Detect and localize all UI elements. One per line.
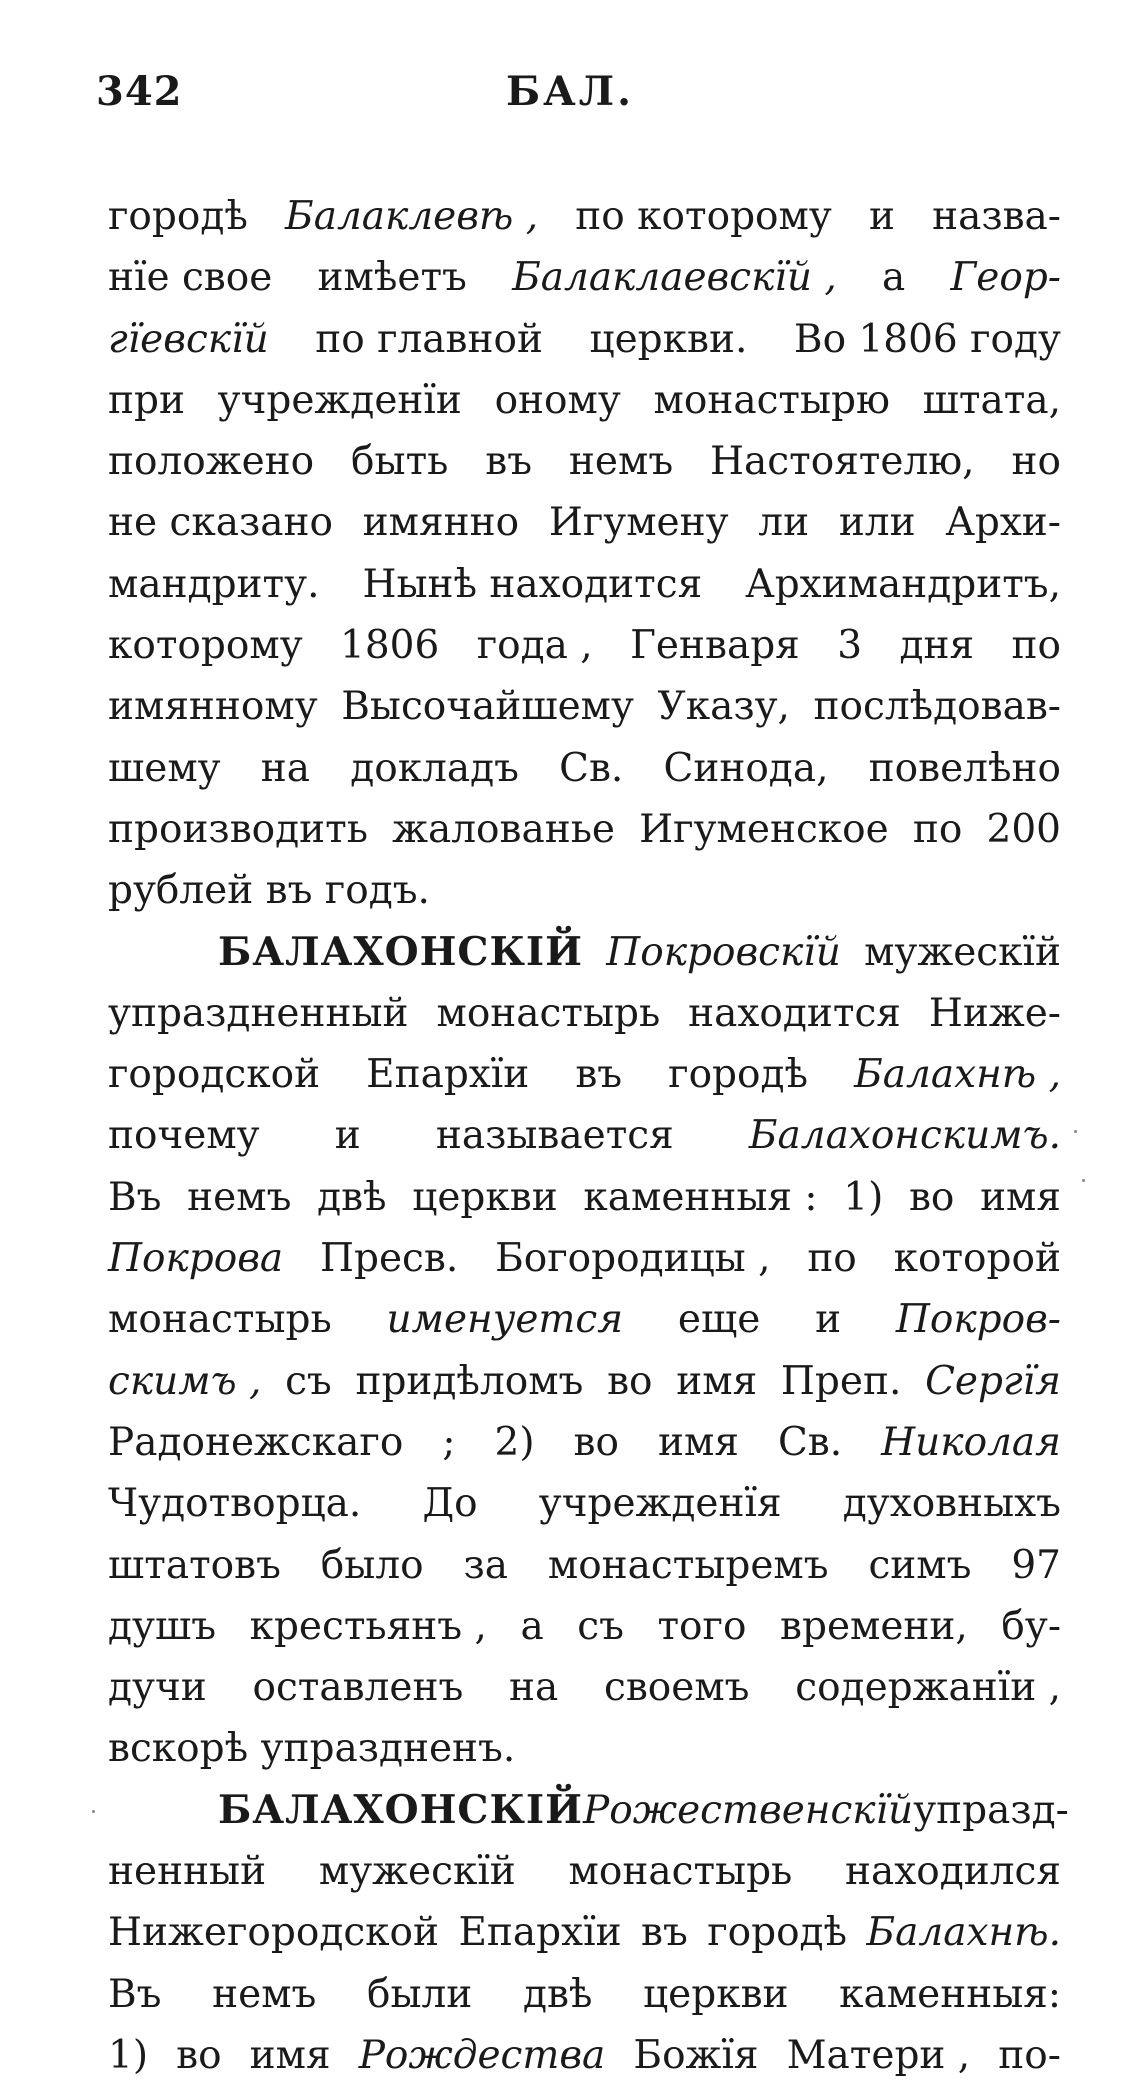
text-word: немъ (212, 1971, 317, 2017)
text-line (108, 492, 1061, 553)
text-word: До (422, 1481, 478, 1527)
text-word: учрежденїя (538, 1481, 782, 1527)
text-word: по (807, 1236, 857, 1282)
text-word: Игумену (548, 500, 729, 546)
text-word: Въ (108, 1971, 162, 2017)
text-word: докладъ (350, 745, 519, 791)
text-word: Синода, (663, 745, 829, 791)
text-word: церкви (643, 1971, 789, 2017)
text-word: на (509, 1665, 559, 1711)
text-word: городѣ (668, 1052, 809, 1098)
text-word: Св. (777, 1419, 843, 1465)
text-line (108, 1718, 1061, 1779)
text-word: штатовъ (108, 1542, 281, 1588)
text-word: Настоятелю, (710, 439, 975, 485)
text-word: съ (285, 1358, 332, 1404)
text-line (108, 1964, 1061, 2025)
text-word: монастырь (436, 990, 661, 1036)
text-word: во (573, 1419, 619, 1465)
text-word: 97 (1011, 1542, 1061, 1588)
body-text (108, 186, 1069, 2086)
text-word: быть (351, 439, 449, 485)
text-word: были (367, 1971, 473, 2017)
text-word: БАЛАХОНСКIЙ (218, 928, 584, 975)
text-word: Матери , (786, 2032, 971, 2078)
text-word: крестьянъ , (249, 1603, 487, 1649)
text-word: 2) (494, 1419, 535, 1465)
text-word: мужескїй (864, 929, 1061, 975)
text-word: двѣ (317, 1174, 387, 1220)
text-line (108, 1473, 1061, 1534)
text-line (108, 799, 1061, 860)
text-word: и (334, 1113, 361, 1159)
text-word: Чудотворца. (108, 1481, 362, 1527)
text-line (108, 431, 1061, 492)
text-word: по (912, 806, 963, 852)
text-word: еще (677, 1297, 761, 1343)
text-word: Радонежскаго (108, 1419, 404, 1465)
text-line (108, 615, 1061, 676)
page-number: 342 (96, 68, 183, 115)
text-word: времени, (780, 1603, 968, 1649)
text-word: Балаклаевскїй , (512, 255, 837, 301)
text-word: Высочайшему (341, 684, 634, 730)
text-line (108, 1780, 1069, 1841)
text-word: Епархїи (458, 1910, 622, 1956)
text-word: не сказано (108, 500, 333, 546)
text-line (108, 1412, 1061, 1473)
text-word: или (838, 500, 916, 546)
text-line (108, 1105, 1061, 1166)
text-word: мужескїй (318, 1849, 516, 1895)
text-word: въ (485, 439, 533, 485)
text-word: нїе свое (108, 255, 273, 301)
text-word: въ (575, 1052, 623, 1098)
text-word: Ниже- (928, 990, 1061, 1036)
text-word: учрежденїи (217, 377, 462, 423)
page-header (96, 68, 1044, 128)
text-word: Балахнѣ , (854, 1052, 1061, 1098)
text-word: духовныхъ (842, 1481, 1061, 1527)
text-word: Покрова (108, 1236, 284, 1282)
text-word: года , (476, 623, 593, 669)
text-word: а (881, 255, 906, 301)
text-word: положено (108, 439, 315, 485)
text-word: Геор- (950, 255, 1061, 301)
text-word: церкви (412, 1174, 558, 1220)
text-word: Архимандритъ, (745, 561, 1061, 607)
text-word: оному (494, 377, 621, 423)
text-word: Сергїя (925, 1358, 1061, 1404)
text-word: во (908, 1174, 955, 1220)
text-word: каменныя: (839, 1971, 1061, 2017)
text-word: находится (688, 990, 901, 1036)
text-word: которой (893, 1236, 1061, 1282)
text-word: съ (577, 1603, 624, 1649)
text-word: мандриту. (108, 561, 320, 607)
text-line (108, 247, 1061, 308)
text-word: того (657, 1603, 747, 1649)
text-word: послѣдовав- (813, 684, 1061, 730)
text-word: назва- (932, 194, 1061, 239)
text-line (108, 1044, 1061, 1105)
text-word: и (815, 1297, 842, 1343)
text-word: имя (658, 1419, 739, 1465)
text-word: имя (676, 1358, 758, 1404)
text-word: городѣ (707, 1910, 848, 1956)
text-line (108, 1535, 1061, 1596)
text-line (108, 1902, 1061, 1963)
text-line (108, 1228, 1061, 1289)
text-word: во (607, 1358, 653, 1404)
text-word: 200 (986, 806, 1061, 852)
text-word: Богородицы , (495, 1236, 771, 1282)
text-word: двѣ (522, 1971, 593, 2017)
text-word: 1806 (340, 623, 440, 669)
text-word: Св. (559, 745, 624, 791)
text-line (108, 554, 1061, 615)
text-word: и (868, 194, 895, 239)
running-title: БАЛ. (505, 68, 635, 115)
text-word: душъ (108, 1603, 217, 1649)
text-word: скимъ , (108, 1358, 262, 1404)
text-word: монастырь (108, 1297, 332, 1343)
text-word: городской (108, 1052, 321, 1098)
text-word: немъ (187, 1174, 292, 1220)
text-word: производить (108, 806, 368, 852)
text-word: монастырю (653, 377, 890, 423)
text-word: 1) (843, 1174, 884, 1220)
text-word: придѣломъ (355, 1358, 584, 1404)
text-word: ; (442, 1419, 456, 1465)
text-word: бу- (1001, 1603, 1061, 1649)
text-line (108, 1289, 1061, 1350)
text-word: которому (108, 623, 303, 669)
text-word: почему (108, 1113, 260, 1159)
paper-speck (1074, 1130, 1077, 1133)
text-word: жалованье (392, 806, 616, 852)
text-word: симъ (868, 1542, 972, 1588)
text-word: находился (845, 1849, 1061, 1895)
text-word: 1) (108, 2032, 149, 2078)
text-word: по- (998, 2032, 1061, 2078)
text-word: имянно (362, 500, 520, 546)
text-line (108, 738, 1061, 799)
text-line (108, 1841, 1061, 1902)
paper-speck (1082, 1179, 1085, 1182)
text-line (108, 676, 1061, 737)
text-line (108, 860, 1061, 921)
text-word: вскорѣ упраздненъ. (108, 1726, 516, 1772)
text-word: въ (641, 1910, 688, 1956)
text-word: Въ (108, 1174, 162, 1220)
text-word: Епархїи (366, 1052, 530, 1098)
text-line (108, 186, 1061, 247)
text-word: своемъ (603, 1665, 750, 1711)
text-word: Архи- (945, 500, 1061, 546)
text-word: гїевскїй (108, 316, 269, 362)
text-word: Покровскїй (606, 929, 841, 975)
text-word: городѣ (108, 194, 248, 239)
text-word: шему (108, 745, 221, 791)
text-word: Балахнѣ. (866, 1910, 1061, 1956)
text-word: ли (758, 500, 810, 546)
text-word: Указу, (657, 684, 790, 730)
text-word: оставленъ (252, 1665, 464, 1711)
text-word: Балаклевѣ , (285, 194, 539, 239)
text-word: 3 (837, 623, 863, 669)
text-word: Пресв. (320, 1236, 459, 1282)
text-word: Нынѣ находится (362, 561, 703, 607)
text-word: монастырь (568, 1849, 793, 1895)
text-line (108, 1351, 1061, 1412)
text-word: церкви. (589, 316, 748, 362)
text-line (108, 1167, 1061, 1228)
text-word: по (1011, 623, 1061, 669)
text-line (108, 2025, 1061, 2086)
text-word: Божїя (633, 2032, 759, 2078)
text-word: БАЛАХОНСКIЙ (218, 1786, 584, 1833)
text-word: рублей въ годъ. (108, 868, 430, 914)
text-word: называется (435, 1113, 674, 1159)
text-word: монастыремъ (547, 1542, 829, 1588)
text-word: упраздненный (108, 990, 409, 1036)
text-word: имя (249, 2032, 331, 2078)
text-word: немъ (568, 439, 674, 485)
text-word: имянному (108, 684, 318, 730)
text-line (108, 309, 1061, 370)
text-word: повелѣно (868, 745, 1061, 791)
text-line (108, 983, 1061, 1044)
text-word: но (1011, 439, 1061, 485)
text-word: за (463, 1542, 508, 1588)
text-word: Николая (881, 1419, 1061, 1465)
paper-speck (92, 1810, 95, 1813)
text-line (108, 1596, 1061, 1657)
text-word: Нижегородской (108, 1910, 440, 1956)
text-word: Преп. (780, 1358, 902, 1404)
text-word: именуется (386, 1297, 624, 1343)
text-line (108, 1657, 1061, 1718)
text-word: Рождества (358, 2032, 606, 2078)
text-word: было (320, 1542, 424, 1588)
text-word: содержанїи , (795, 1665, 1061, 1711)
text-word: упразд- (913, 1787, 1069, 1833)
text-word: Генваря (630, 623, 800, 669)
text-word: Игуменское (639, 806, 889, 852)
text-word: имя (980, 1174, 1061, 1220)
text-word: Во 1806 году (793, 316, 1061, 362)
text-word: имѣетъ (317, 255, 467, 301)
text-line (108, 370, 1061, 431)
text-word: Балахонскимъ. (748, 1113, 1061, 1159)
text-word: при (108, 377, 185, 423)
text-word: каменныя : (583, 1174, 818, 1220)
text-word: на (260, 745, 311, 791)
text-word: во (176, 2032, 222, 2078)
text-line (108, 922, 1061, 983)
text-word: ненный (108, 1849, 267, 1895)
text-word: а (520, 1603, 544, 1649)
text-word: штата, (922, 377, 1061, 423)
text-word: Покров- (895, 1297, 1061, 1343)
text-word: Рожественскїй (583, 1787, 914, 1833)
text-word: дучи (108, 1665, 207, 1711)
text-word: дня (899, 623, 975, 669)
text-word: по которому (575, 194, 832, 239)
text-word: по главной (315, 316, 543, 362)
